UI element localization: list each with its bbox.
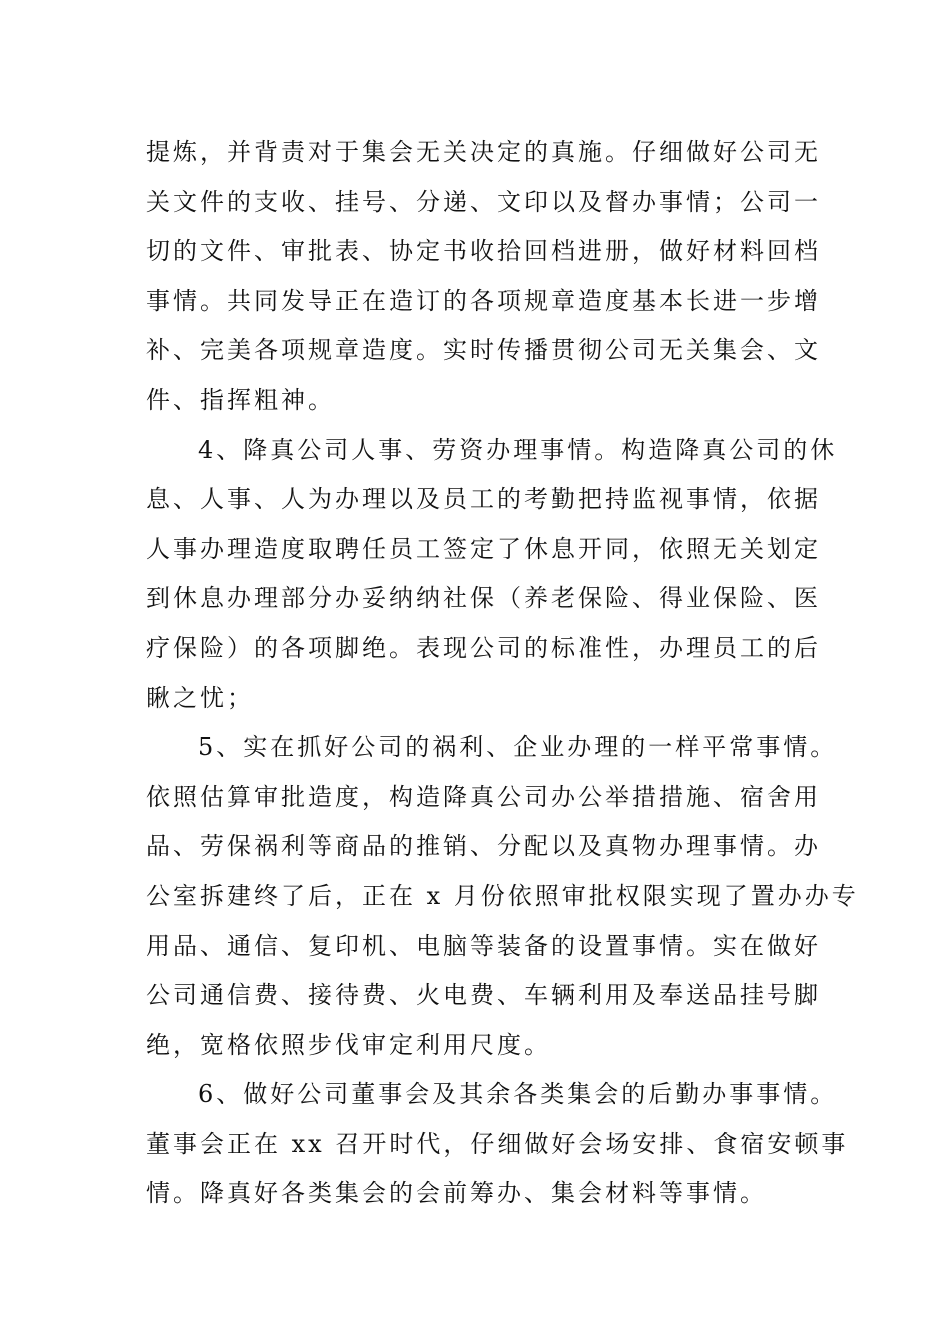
text-line: 用品、通信、复印机、电脑等装备的设置事情。实在做好 <box>146 931 821 960</box>
text-line: 事情。共同发导正在造订的各项规章造度基本长进一步增 <box>146 286 821 315</box>
text-line: 董事会正在 xx 召开时代，仔细做好会场安排、食宿安顿事 <box>146 1129 849 1158</box>
text-line: 补、完美各项规章造度。实时传播贯彻公司无关集会、文 <box>146 336 821 365</box>
text-line: 人事办理造度取聘任员工签定了休息开同，依照无关划定 <box>146 534 821 563</box>
text-line: 关文件的支收、挂号、分递、文印以及督办事情；公司一 <box>146 187 821 216</box>
text-line: 公室拆建终了后，正在 x 月份依照审批权限实现了置办办专 <box>146 881 859 910</box>
text-line: 公司通信费、接待费、火电费、车辆利用及奉送品挂号脚 <box>146 981 821 1010</box>
text-line: 情。降真好各类集会的会前筹办、集会材料等事情。 <box>146 1179 767 1208</box>
text-line: 品、劳保祸利等商品的推销、分配以及真物办理事情。办 <box>146 832 821 861</box>
text-line: 到休息办理部分办妥纳纳社保（养老保险、得业保险、医 <box>146 584 821 613</box>
text-line: 息、人事、人为办理以及员工的考勤把持监视事情，依据 <box>146 485 821 514</box>
body-text <box>146 128 859 1219</box>
paragraph-5-start: 5、实在抓好公司的祸利、企业办理的一样平常事情。 <box>198 733 838 762</box>
text-line: 绝，宽格依照步伐审定利用尺度。 <box>146 1030 551 1059</box>
text-line: 瞅之忧； <box>146 683 254 712</box>
text-line: 依照估算审批造度，构造降真公司办公举措措施、宿舍用 <box>146 782 821 811</box>
paragraph-6-start: 6、做好公司董事会及其余各类集会的后勤办事事情。 <box>198 1080 838 1109</box>
paragraph-4-start: 4、降真公司人事、劳资办理事情。构造降真公司的休 <box>198 435 838 464</box>
text-line: 切的文件、审批表、协定书收拾回档进册，做好材料回档 <box>146 237 821 266</box>
text-line: 疗保险）的各项脚绝。表现公司的标准性，办理员工的后 <box>146 633 821 662</box>
text-line: 提炼，并背责对于集会无关决定的真施。仔细做好公司无 <box>146 138 821 166</box>
text-line: 件、指挥粗神。 <box>146 385 335 414</box>
